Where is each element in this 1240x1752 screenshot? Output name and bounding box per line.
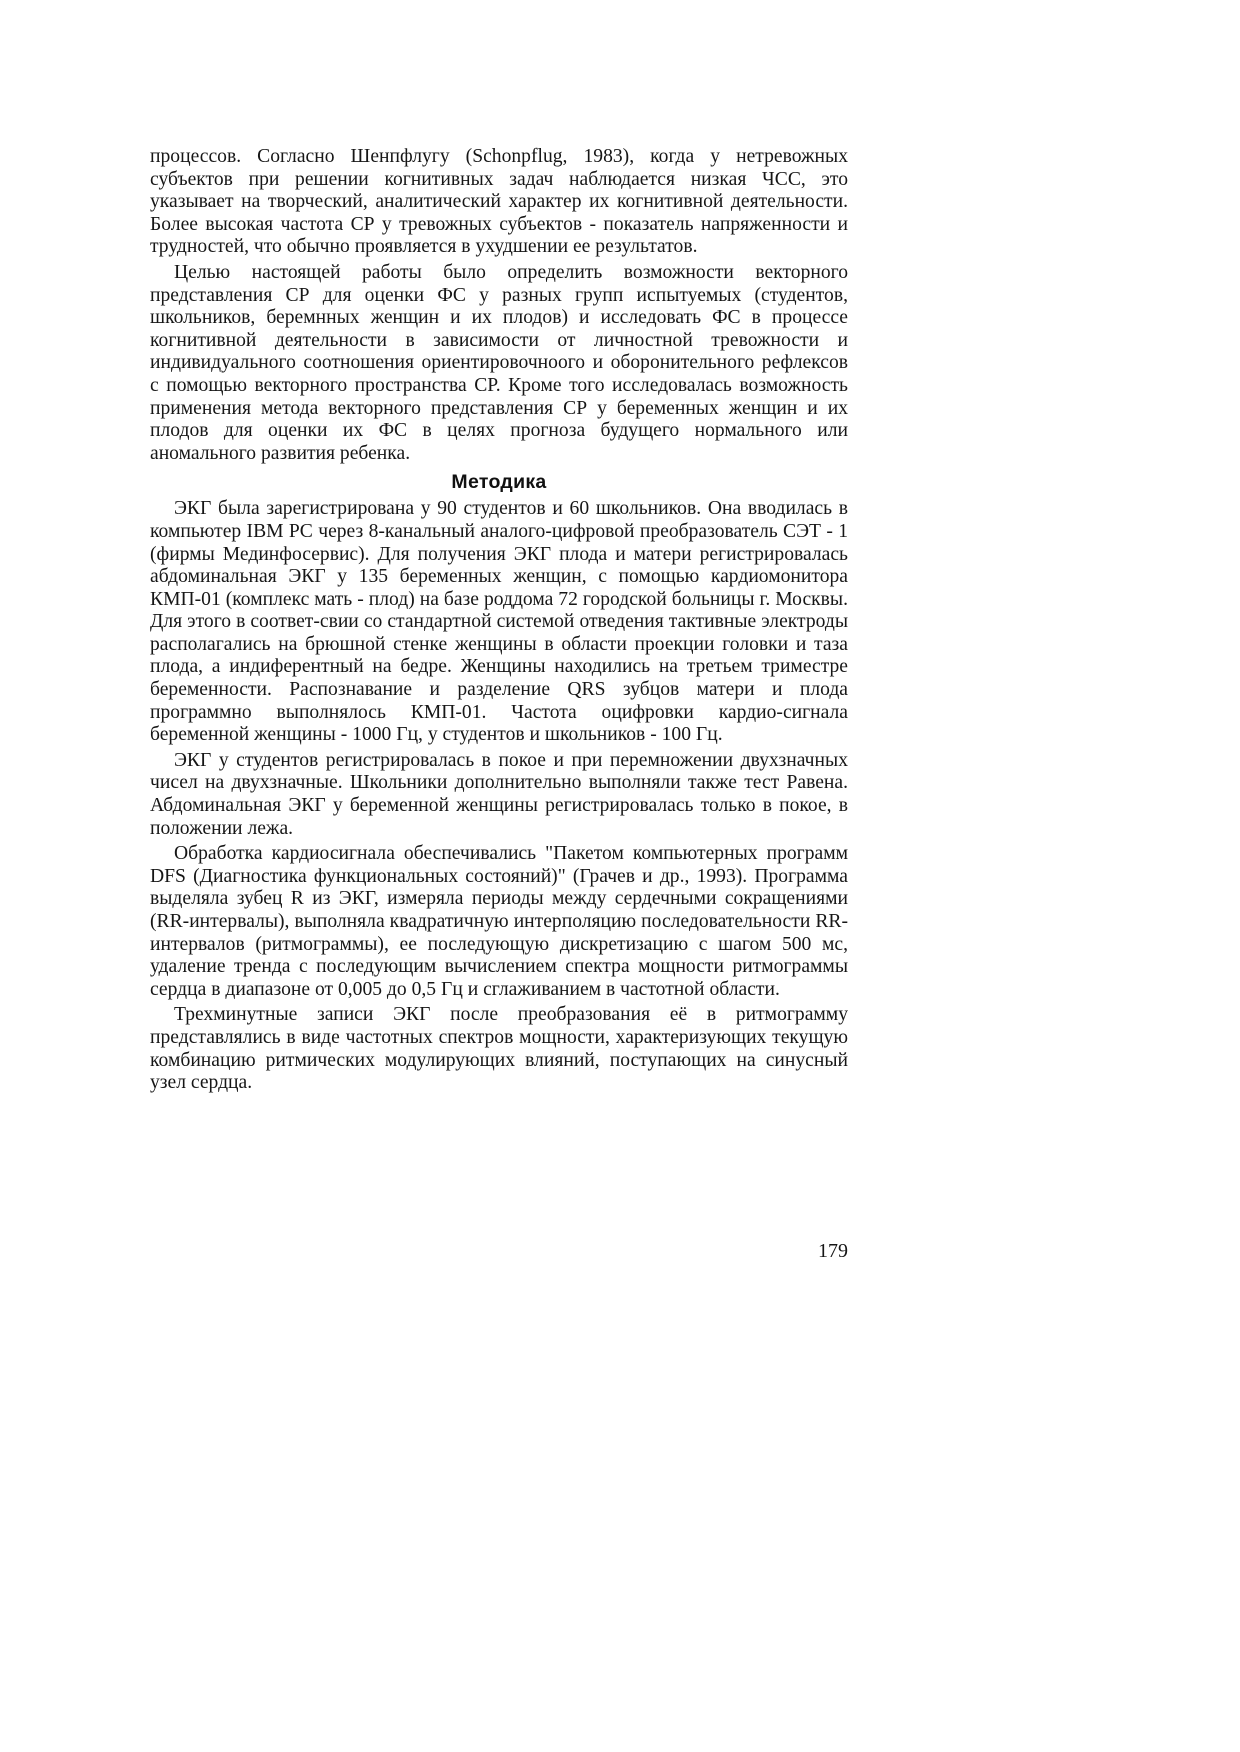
section-heading-methods: Методика [451, 471, 547, 494]
body-text [150, 146, 848, 1098]
paragraph-spectra: Трехминутные записи ЭКГ после преобразования её в ритмограмму представлялись в виде частотных спектров мощности, характеризующих текущую комбинацию ритмических модулирующих влияний, поступающих на синусный узел сердца. [150, 1004, 848, 1094]
paragraph-ecg-recording: ЭКГ была зарегистрирована у 90 студентов и 60 школьников. Она вводилась в компьютер IBM PC через 8-канальный аналого-цифровой преобразователь СЭТ - 1 (фирмы Мединфосервис). Для получения ЭКГ плода и матери регистрировалась абдоминальная ЭКГ у 135 беременных женщин, с помощью кардиомонитора КМП-01 (комплекс мать - плод) на базе роддома 72 городской больницы г. Москвы. Для этого в соответ-свии со стандартной системой отведения тактивные электроды располагались на брюшной стенке женщины в области проекции головки и таза плода, а индиферентный на бедре. Женщины находились на третьем триместре беременности. Распознавание и разделение QRS зубцов матери и плода программно выполнялось КМП-01. Частота оцифровки кардио-сигнала беременной женщины - 1000 Гц, у студентов и школьников - 100 Гц. [150, 498, 848, 746]
page-number: 179 [818, 1240, 848, 1262]
paragraph-signal-processing: Обработка кардиосигнала обеспечивались "Пакетом компьютерных программ DFS (Диагностика функциональных состояний)" (Грачев и др., 1993). Программа выделяла зубец R из ЭКГ, измеряла периоды между сердечными сокращениями (RR-интервалы), выполняла квадратичную интерполяцию последовательности RR-интервалов (ритмограммы), ее последующую дискретизацию с шагом 500 мс, удаление тренда с последующим вычислением спектра мощности ритмограммы сердца в диапазоне от 0,005 до 0,5 Гц и сглаживанием в частотной области. [150, 843, 848, 1000]
paragraph-intro-continuation: процессов. Согласно Шенпфлугу (Schonpflug, 1983), когда у нетревожных субъектов при решении когнитивных задач наблюдается низкая ЧСС, это указывает на творческий, аналитический характер их когнитивной деятельности. Более высокая частота СР у тревожных субъектов - показатель напряженности и трудностей, что обычно проявляется в ухудшении ее результатов. [150, 146, 848, 258]
paragraph-ecg-conditions: ЭКГ у студентов регистрировалась в покое и при перемножении двухзначных чисел на двухзначные. Школьники дополнительно выполняли также тест Равена. Абдоминальная ЭКГ у беременной женщины регистрировалась только в покое, в положении лежа. [150, 749, 848, 839]
paragraph-research-aim: Целью настоящей работы было определить возможности векторного представления СР для оценки ФС у разных групп испытуемых (студентов, школьников, беремнных женщин и их плодов) и исследовать ФС в процессе когнитивной деятельности в зависимости от личностной тревожности и индивидуального соотношения ориентировочноого и оборонительного рефлексов с помощью векторного пространства СР. Кроме того исследовалась возможность применения метода векторного представления СР у беременных женщин и их плодов для оценки их ФС в целях прогноза будущего нормального или аномального развития ребенка. [150, 261, 848, 464]
